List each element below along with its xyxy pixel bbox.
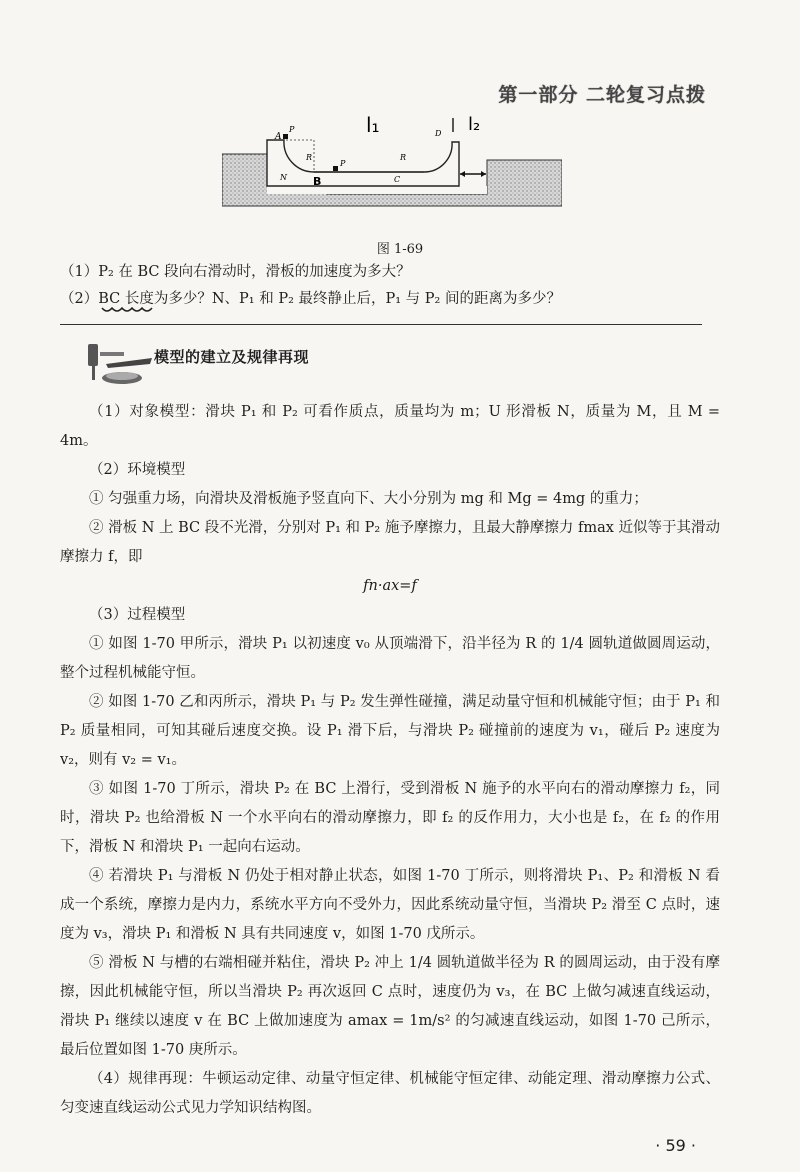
paragraph-1: （1）对象模型：滑块 P₁ 和 P₂ 可看作质点，质量均为 m；U 形滑板 N，质量为 M，且 M = 4m。 <box>60 404 720 449</box>
block-P1 <box>283 134 288 139</box>
label-A: A <box>275 132 282 142</box>
label-R-left: R <box>306 153 313 162</box>
question-1: （1）P₂ 在 BC 段向右滑动时，滑板的加速度为多大？ <box>60 264 411 280</box>
label-D: D <box>435 129 442 138</box>
label-P2-top: P <box>289 125 295 134</box>
trough <box>267 186 487 194</box>
label-C: C <box>394 175 401 184</box>
figure-caption: 图 1-69 <box>376 242 424 257</box>
running-header: 第一部分 二轮复习点拨 <box>498 84 706 106</box>
question-2: （2）BC 长度为多少？N、P₁ 和 P₂ 最终静止后，P₁ 与 P₂ 间的距离为多少？ <box>60 291 561 307</box>
formula: fn·ax=f <box>363 578 417 594</box>
paragraph-12: （4）规律再现：牛顿运动定律、动量守恒定律、机械能守恒定律、动能定理、滑动摩擦力公式、匀变速直线运动公式见力学知识结构图。 <box>60 1071 720 1116</box>
block-P2 <box>333 166 338 171</box>
handwritten-l1: l₁ <box>366 113 380 137</box>
paragraph-7: ① 如图 1-70 甲所示，滑块 P₁ 以初速度 v₀ 从顶端滑下，沿半径为 R 的 1/4 圆轨道做圆周运动，整个过程机械能守恒。 <box>60 636 720 681</box>
label-B: B <box>313 175 322 188</box>
paragraph-9: ③ 如图 1-70 丁所示，滑块 P₂ 在 BC 上滑行，受到滑板 N 施予的水平向右的滑动摩擦力 f₂，同时，滑块 P₂ 也给滑板 N 一个水平向右的滑动摩擦力，即 f₂ 的反作用力，大小也是 f₂，在 f₂ 的作用下，滑板 N 和滑块 P₁ 一起向右运动。 <box>60 781 720 855</box>
paragraph-2: （2）环境模型 <box>89 462 186 478</box>
double-arrow-icon <box>460 171 486 177</box>
paragraph-4: ② 滑板 N 上 BC 段不光滑，分别对 P₁ 和 P₂ 施予摩擦力，且最大静摩擦力 fmax 近似等于其滑动摩擦力 f，即 <box>60 520 720 565</box>
paragraph-3: ① 匀强重力场，向滑块及滑板施予竖直向下、大小分别为 mg 和 Mg = 4mg 的重力； <box>89 491 648 507</box>
figure-1-69 <box>222 110 562 220</box>
handwritten-l2: l₂ <box>468 114 481 135</box>
label-N: N <box>280 173 287 182</box>
handwritten-underline <box>100 302 160 316</box>
magnifier-pen-icon <box>86 338 156 390</box>
section-title: 模型的建立及规律再现 <box>154 348 310 366</box>
slider-N <box>267 140 459 186</box>
paragraph-8: ② 如图 1-70 乙和丙所示，滑块 P₁ 与 P₂ 发生弹性碰撞，满足动量守恒和机械能守恒；由于 P₁ 和 P₂ 质量相同，可知其碰后速度交换。设 P₁ 滑下后，与滑块 P₂ 碰撞前的速度为 v₁，碰后 P₂ 速度为 v₂，则有 v₂ = v₁。 <box>60 694 720 768</box>
paragraph-10: ④ 若滑块 P₁ 与滑板 N 仍处于相对静止状态，如图 1-70 丁所示，则将滑块 P₁、P₂ 和滑板 N 看成一个系统，摩擦力是内力，系统水平方向不受外力，因此系统动量守恒，当滑块 P₂ 滑至 C 点时，速度为 v₃，滑块 P₁ 和滑板 N 具有共同速度 v，如图 1-70 戊所示。 <box>60 868 720 942</box>
page-number: · 59 · <box>655 1136 696 1155</box>
paragraph-6: （3）过程模型 <box>89 607 186 623</box>
section-divider <box>60 324 702 325</box>
label-R-right: R <box>400 153 407 162</box>
body-text <box>60 398 720 1123</box>
paragraph-11: ⑤ 滑板 N 与槽的右端相碰并粘住，滑块 P₂ 冲上 1/4 圆轨道做半径为 R 的圆周运动，由于没有摩擦，因此机械能守恒，所以当滑块 P₂ 再次返回 C 点时，速度仍为 v₃，在 BC 上做匀减速直线运动，滑块 P₁ 继续以速度 v 在 BC 上做加速度为 amax = 1m/s² 的匀减速直线运动，如图 1-70 己所示，最后位置如图 1-70 庚所示。 <box>60 955 720 1058</box>
label-P2-bottom: P <box>340 159 346 168</box>
